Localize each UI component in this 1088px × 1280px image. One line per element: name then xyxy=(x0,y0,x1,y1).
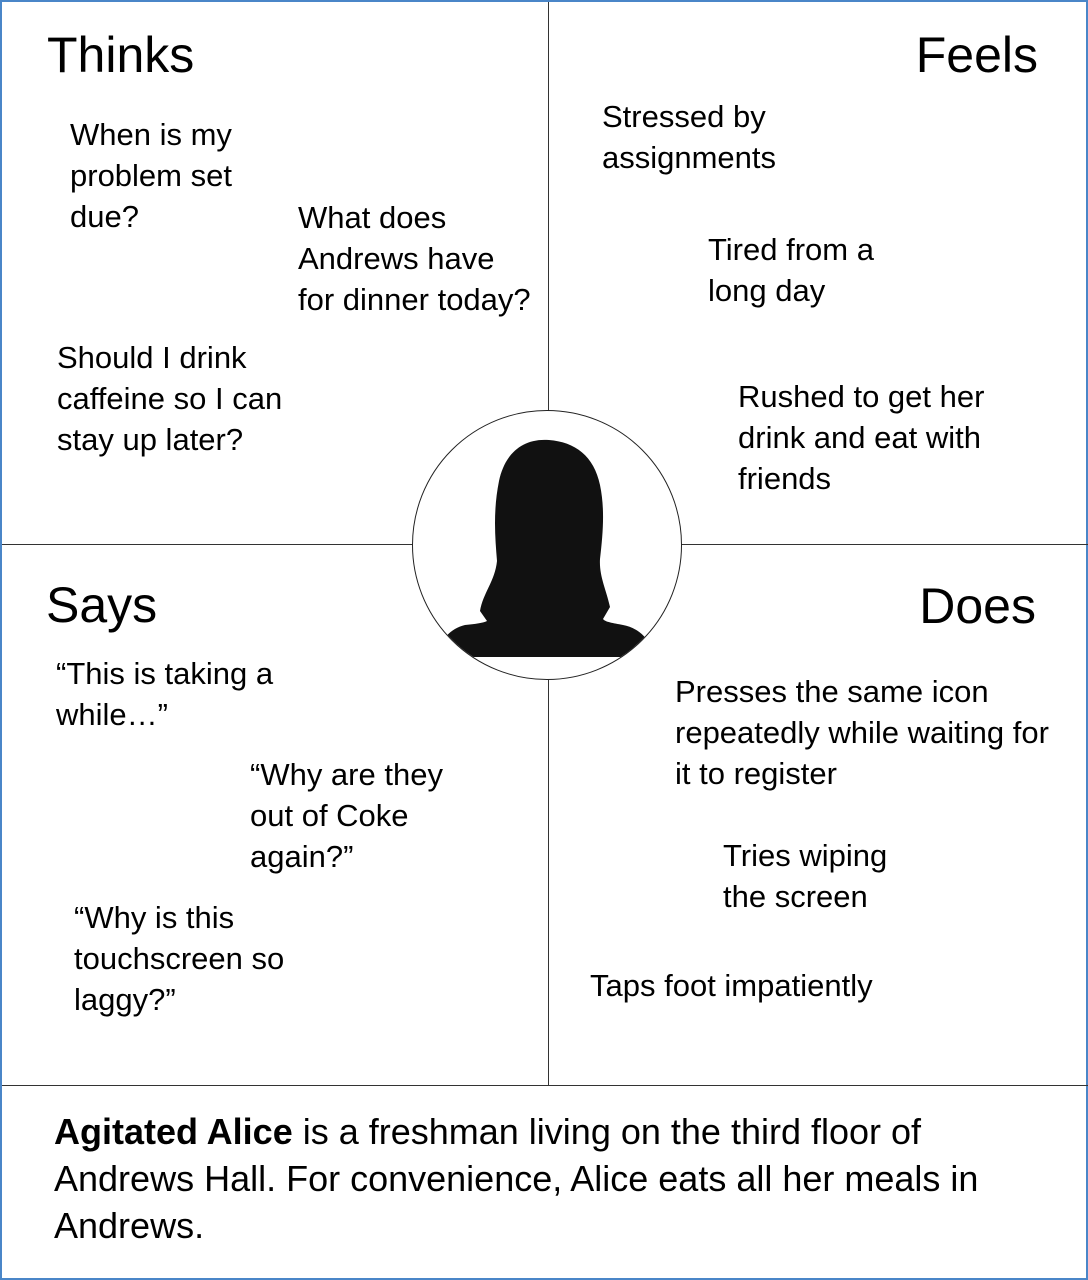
says-note-2: “Why are they out of Coke again?” xyxy=(250,757,443,874)
feels-note-1: Stressed by assignments xyxy=(602,99,777,175)
persona-name: Agitated Alice xyxy=(54,1111,293,1152)
does-heading: Does xyxy=(919,578,1036,634)
persona-avatar xyxy=(412,410,682,680)
horizontal-divider-right xyxy=(681,544,1088,545)
vertical-divider-top xyxy=(548,2,549,412)
description-divider xyxy=(2,1085,1088,1086)
persona-description xyxy=(54,1108,1044,1249)
person-silhouette-icon xyxy=(413,411,680,678)
thinks-note-2: What does Andrews have for dinner today? xyxy=(298,200,531,317)
thinks-note-1: When is my problem set due? xyxy=(70,117,232,234)
says-heading: Says xyxy=(46,577,158,633)
thinks-note-3: Should I drink caffeine so I can stay up later? xyxy=(57,340,283,457)
does-note-1: Presses the same icon repeatedly while waiting for it to register xyxy=(675,674,1049,791)
says-note-3: “Why is this touchscreen so laggy?” xyxy=(74,900,285,1017)
feels-note-2: Tired from a long day xyxy=(708,232,874,308)
feels-heading: Feels xyxy=(915,27,1038,83)
vertical-divider-bottom xyxy=(548,680,549,1086)
says-note-1: “This is taking a while…” xyxy=(56,656,274,732)
thinks-heading: Thinks xyxy=(47,27,195,83)
persona-description-text: is a freshman living on the third floor of Andrews Hall. For convenience, Alice eats all her meals in Andrews. xyxy=(54,1111,979,1246)
does-note-3: Taps foot impatiently xyxy=(590,968,873,1003)
horizontal-divider-left xyxy=(2,544,413,545)
feels-note-3: Rushed to get her drink and eat with friends xyxy=(738,379,985,496)
does-note-2: Tries wiping the screen xyxy=(723,838,888,914)
